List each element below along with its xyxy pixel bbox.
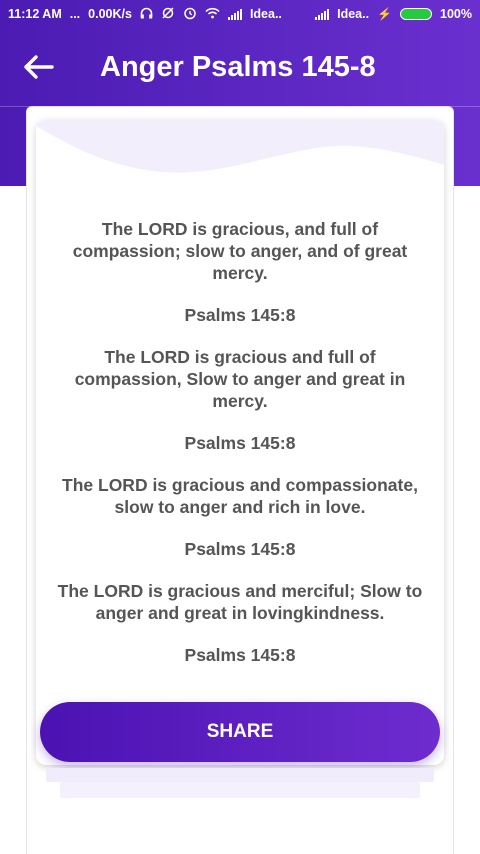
button-shadow-layer	[60, 782, 420, 798]
verse-reference: Psalms 145:8	[184, 433, 296, 453]
verse-text: The LORD is gracious and compassionate, slow to anger and rich in love.	[62, 475, 418, 517]
verse-list	[52, 218, 428, 686]
toolbar	[0, 28, 480, 106]
charging-icon: ⚡	[377, 7, 393, 21]
status-speed: 0.00K/s	[88, 7, 132, 21]
verse-reference: Psalms 145:8	[184, 539, 296, 559]
share-button[interactable]: SHARE	[40, 702, 440, 762]
status-carrier-1: Idea..	[249, 7, 282, 21]
verse-card	[36, 120, 444, 765]
card-wave-decoration	[36, 120, 444, 180]
status-bar	[0, 0, 480, 28]
headphones-icon	[140, 7, 153, 22]
signal-icon	[228, 9, 242, 20]
verse-reference: Psalms 145:8	[184, 305, 296, 325]
sync-off-icon	[161, 6, 175, 23]
status-battery: 100%	[440, 7, 472, 21]
verse-text: The LORD is gracious and merciful; Slow to anger and great in lovingkindness.	[57, 581, 423, 623]
verse-text: The LORD is gracious, and full of compassion; slow to anger, and of great mercy.	[72, 219, 408, 283]
signal-icon-2	[315, 9, 329, 20]
alarm-icon	[183, 6, 197, 23]
status-time: 11:12 AM	[8, 7, 62, 21]
arrow-left-icon	[22, 54, 54, 80]
status-carrier-2: Idea..	[337, 7, 370, 21]
verse-text: The LORD is gracious and full of compassion, Slow to anger and great in mercy.	[74, 347, 406, 411]
status-dots: ...	[69, 7, 81, 21]
back-button[interactable]	[10, 39, 66, 95]
page-title: Anger Psalms 145-8	[100, 50, 376, 83]
wifi-icon	[205, 7, 220, 22]
verse-reference: Psalms 145:8	[184, 645, 296, 665]
button-shadow-layer	[46, 768, 434, 782]
battery-icon	[400, 8, 432, 20]
